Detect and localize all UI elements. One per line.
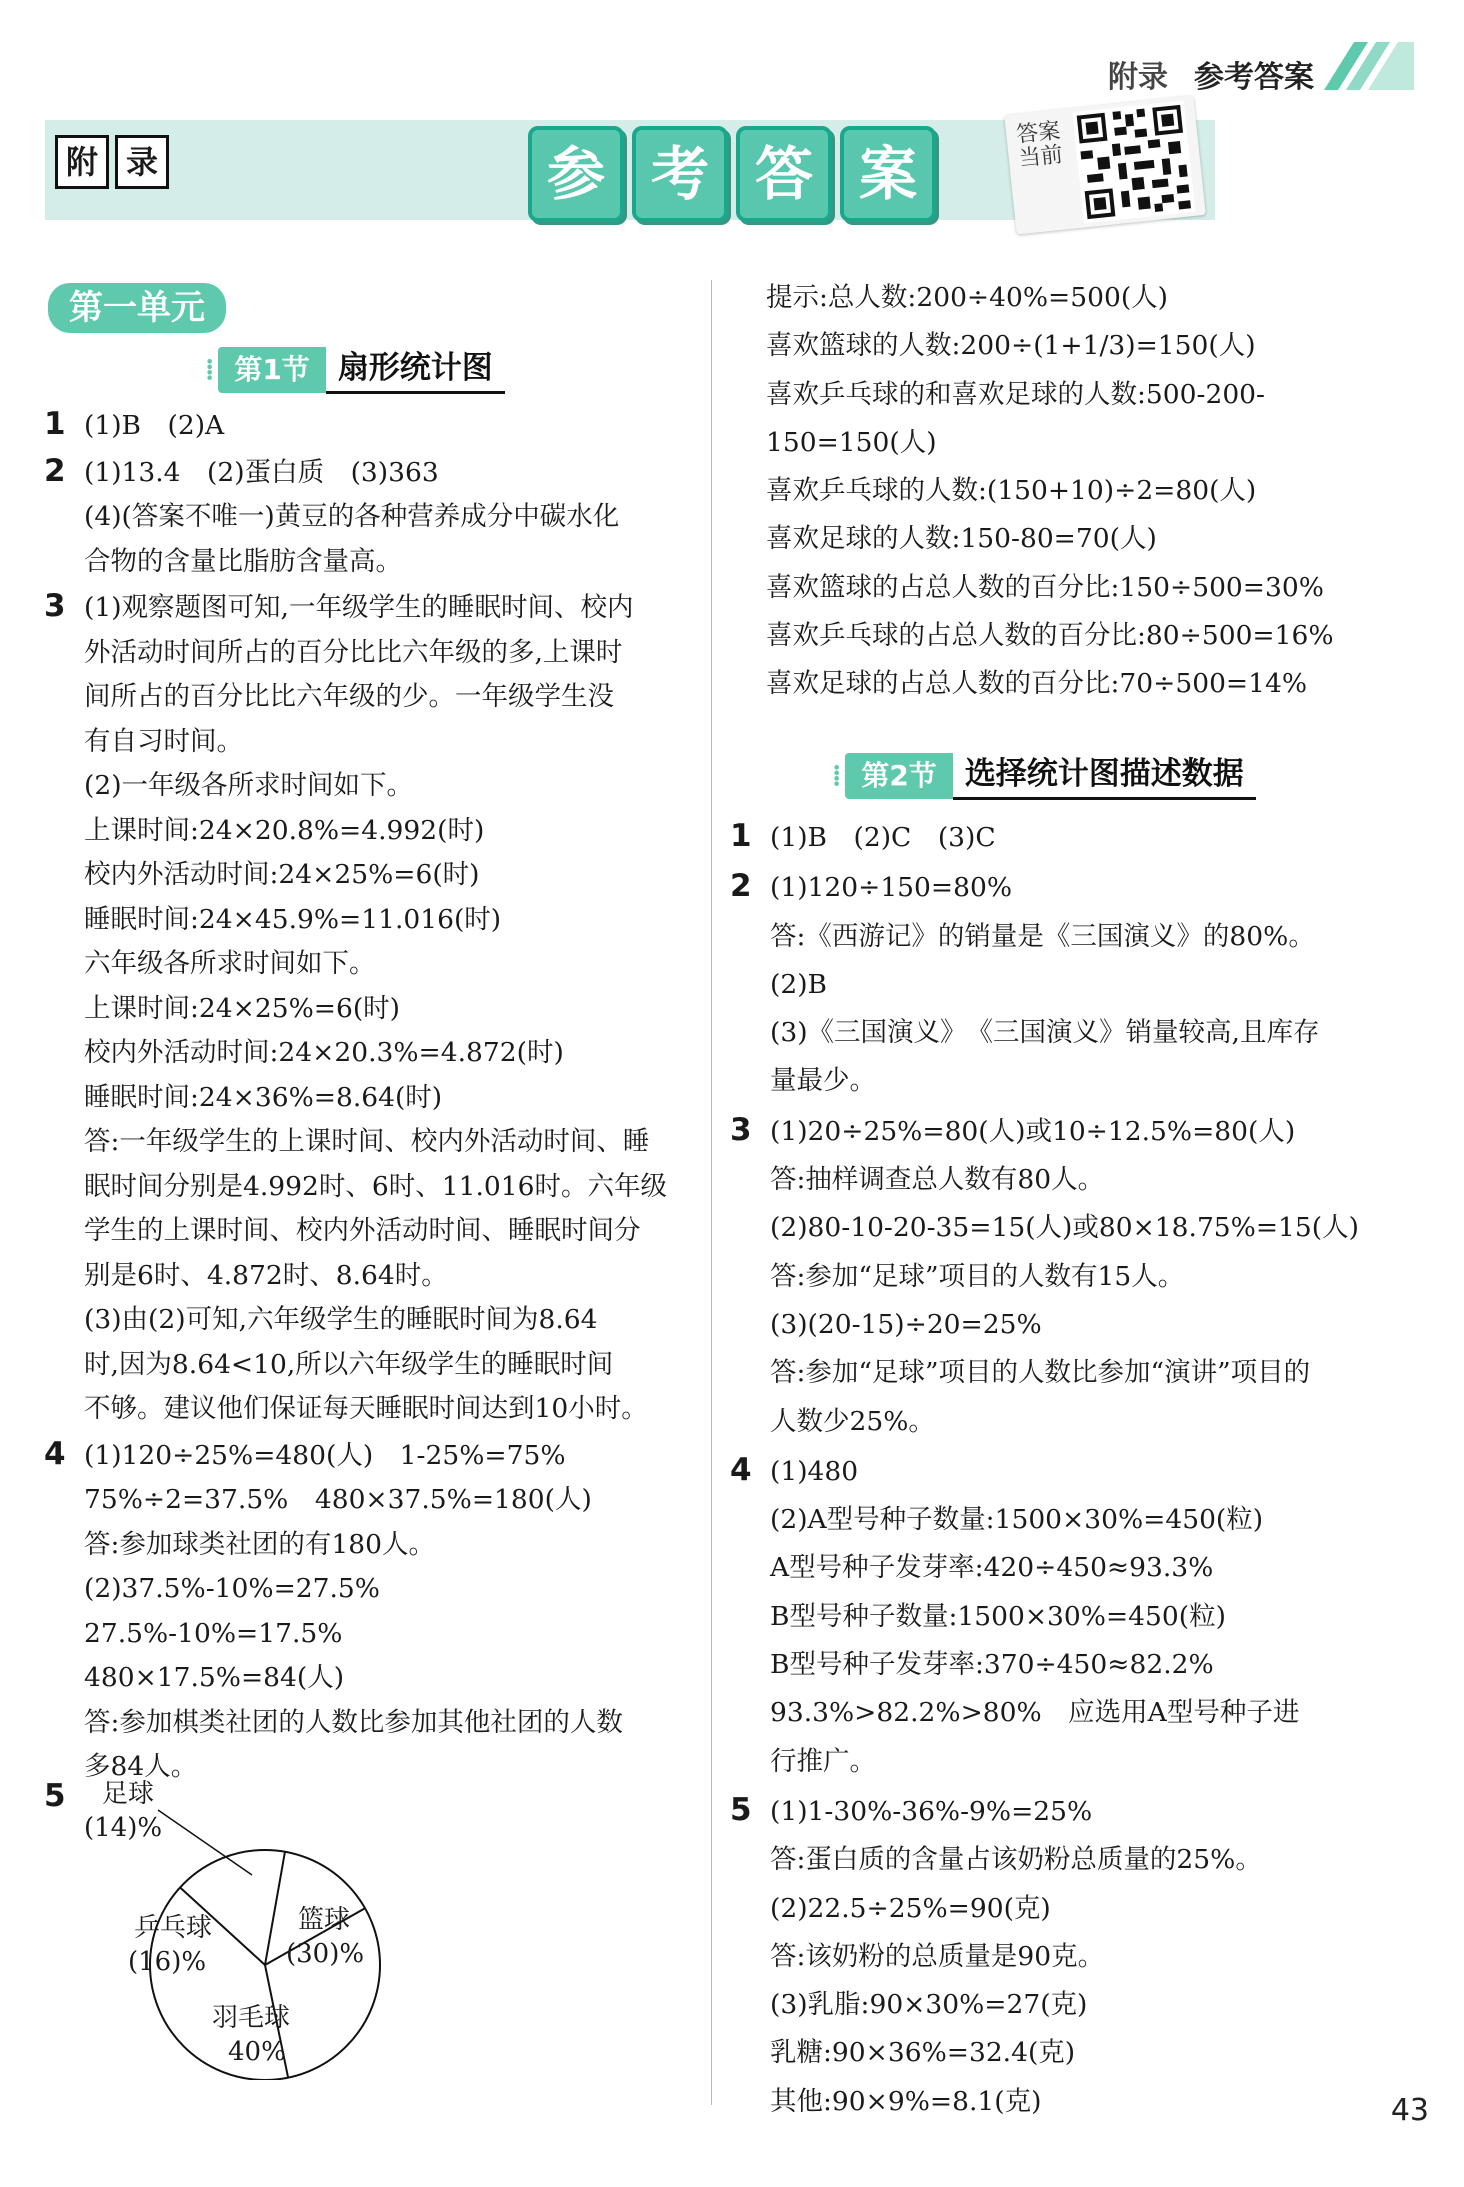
answer-line: A型号种子发芽率:420÷450≈93.3% bbox=[770, 1552, 1214, 1584]
answer-line: 别是6时、4.872时、8.64时。 bbox=[84, 1259, 448, 1291]
answer-line: 3 (1)观察题图可知,一年级学生的睡眠时间、校内 bbox=[44, 588, 634, 624]
answer-line: 睡眠时间:24×45.9%=11.016(时) bbox=[84, 903, 502, 935]
answer-line: (2)B bbox=[770, 968, 828, 1000]
title-char: 案 bbox=[840, 126, 936, 222]
qr-label: 答案当前 bbox=[1015, 118, 1065, 172]
answer-line: (2)80-10-20-35=15(人)或80×18.75%=15(人) bbox=[770, 1212, 1359, 1244]
hint-line: 150=150(人) bbox=[766, 426, 937, 458]
hint-line: 喜欢乒乓球的人数:(150+10)÷2=80(人) bbox=[766, 475, 1257, 507]
answer-line: 答:抽样调查总人数有80人。 bbox=[770, 1164, 1105, 1196]
answer-line: 3 (1)20÷25%=80(人)或10÷12.5%=80(人) bbox=[730, 1111, 1296, 1148]
answer-line: (2)一年级各所求时间如下。 bbox=[84, 770, 414, 801]
title-char: 答 bbox=[736, 126, 832, 222]
answer-line: 2 (1)13.4 (2)蛋白质 (3)363 bbox=[44, 452, 439, 489]
pie-slice-value: 40% bbox=[228, 2037, 286, 2067]
pie-slice-label: 足球 bbox=[102, 1779, 155, 1809]
answer-line: (2)22.5÷25%=90(克) bbox=[770, 1892, 1051, 1924]
section-name: 选择统计图描述数据 bbox=[953, 751, 1256, 800]
answer-line: 上课时间:24×20.8%=4.992(时) bbox=[84, 814, 485, 846]
answer-line: 间所占的百分比比六年级的少。一年级学生没 bbox=[84, 681, 614, 712]
answer-line: 合物的含量比脂肪含量高。 bbox=[84, 545, 402, 577]
answer-line: (2)37.5%-10%=27.5% bbox=[84, 1573, 380, 1604]
answer-line: 时,因为8.64<10,所以六年级学生的睡眠时间 bbox=[84, 1348, 614, 1380]
answer-line: 答:《西游记》的销量是《三国演义》的80%。 bbox=[770, 920, 1315, 952]
hint-line: 喜欢足球的占总人数的百分比:70÷500=14% bbox=[766, 668, 1308, 700]
answer-line: 答:一年级学生的上课时间、校内外活动时间、睡 bbox=[84, 1126, 650, 1157]
answer-line: 睡眠时间:24×36%=8.64(时) bbox=[84, 1081, 443, 1113]
answer-line: 93.3%>82.2%>80% 应选用A型号种子进 bbox=[770, 1697, 1300, 1729]
pie-slice-足球 bbox=[265, 1852, 285, 1965]
answer-line: 480×17.5%=84(人) bbox=[84, 1662, 345, 1693]
answer-line: 4 (1)480 bbox=[730, 1451, 859, 1488]
hint-line: 喜欢篮球的占总人数的百分比:150÷500=30% bbox=[766, 571, 1324, 603]
answer-line: 外活动时间所占的百分比比六年级的多,上课时 bbox=[84, 636, 623, 668]
hint-line: 提示:总人数:200÷40%=500(人) bbox=[766, 282, 1169, 313]
title-char: 参 bbox=[528, 126, 624, 222]
answer-line: 75%÷2=37.5% 480×37.5%=180(人) bbox=[84, 1484, 592, 1515]
answer-line: 六年级各所求时间如下。 bbox=[84, 948, 376, 979]
section-tag: 第2节 bbox=[845, 753, 952, 799]
pie-slice-value: (14)% bbox=[84, 1813, 163, 1843]
column-divider bbox=[711, 280, 712, 2105]
left-column bbox=[44, 402, 694, 1790]
answer-line: 学生的上课时间、校内外活动时间、睡眠时间分 bbox=[84, 1215, 641, 1246]
answer-line: (4)(答案不唯一)黄豆的各种营养成分中碳水化 bbox=[84, 501, 620, 532]
answer-line: B型号种子数量:1500×30%=450(粒) bbox=[770, 1600, 1226, 1632]
pie-slice-value: (30)% bbox=[286, 1939, 365, 1969]
qr-code-icon[interactable] bbox=[1072, 100, 1195, 223]
answer-line: 1 (1)B (2)A bbox=[44, 406, 225, 442]
answer-line: 校内外活动时间:24×20.3%=4.872(时) bbox=[84, 1037, 564, 1068]
answer-line: 答:参加棋类社团的人数比参加其他社团的人数 bbox=[84, 1706, 623, 1738]
answer-line: 27.5%-10%=17.5% bbox=[84, 1617, 343, 1649]
answer-line: 2 (1)120÷150=80% bbox=[730, 868, 1013, 905]
answer-line: (3)由(2)可知,六年级学生的睡眠时间为8.64 bbox=[84, 1304, 598, 1335]
right-column bbox=[730, 812, 1390, 2126]
answer-line: (3)(20-15)÷20=25% bbox=[770, 1308, 1042, 1340]
answer-line: 1 (1)B (2)C (3)C bbox=[730, 818, 996, 854]
answer-line: 其他:90×9%=8.1(克) bbox=[770, 2085, 1042, 2117]
answer-line: 不够。建议他们保证每天睡眠时间达到10小时。 bbox=[84, 1393, 648, 1424]
answer-line: 5 (1)1-30%-36%-9%=25% bbox=[730, 1791, 1093, 1828]
section-name: 扇形统计图 bbox=[326, 345, 505, 394]
answer-line: 上课时间:24×25%=6(时) bbox=[84, 992, 400, 1024]
pie-leader-line bbox=[158, 1810, 252, 1875]
pie-slice-label: 乒乓球 bbox=[134, 1913, 213, 1943]
unit-title: 第一单元 bbox=[48, 283, 226, 333]
right-column-hint bbox=[766, 274, 1386, 709]
appendix-char: 录 bbox=[115, 135, 169, 189]
hint-line: 喜欢乒乓球的占总人数的百分比:80÷500=16% bbox=[766, 620, 1334, 652]
appendix-label bbox=[55, 135, 169, 189]
page-title bbox=[528, 126, 936, 222]
answer-line: 答:参加“足球”项目的人数有15人。 bbox=[770, 1260, 1185, 1292]
running-header bbox=[1108, 52, 1314, 96]
header-appendix: 附录 bbox=[1108, 60, 1168, 95]
pie-slice-label: 羽毛球 bbox=[212, 2003, 291, 2033]
hint-line: 喜欢足球的人数:150-80=70(人) bbox=[766, 523, 1157, 555]
hint-line: 喜欢乒乓球的和喜欢足球的人数:500-200- bbox=[766, 378, 1265, 410]
answer-line: (2)A型号种子数量:1500×30%=450(粒) bbox=[770, 1504, 1264, 1536]
pie-slice-value: (16)% bbox=[128, 1947, 207, 1977]
answer-line: 4 (1)120÷25%=480(人) 1-25%=75% bbox=[44, 1435, 566, 1472]
answer-line: 校内外活动时间:24×25%=6(时) bbox=[84, 859, 480, 890]
answer-line: 答:蛋白质的含量占该奶粉总质量的25%。 bbox=[770, 1844, 1262, 1876]
title-char: 考 bbox=[632, 126, 728, 222]
question-5-number: 5 bbox=[44, 1778, 66, 1814]
answer-line: 多84人。 bbox=[84, 1751, 198, 1782]
header-stripes-icon bbox=[1324, 42, 1414, 90]
answer-line: 答:该奶粉的总质量是90克。 bbox=[770, 1940, 1105, 1972]
section-2-header: ⁞ 第2节 选择统计图描述数据 bbox=[832, 751, 1256, 800]
answer-line: B型号种子发芽率:370÷450≈82.2% bbox=[770, 1649, 1214, 1681]
answer-line: (3)《三国演义》 《三国演义》销量较高,且库存 bbox=[770, 1017, 1320, 1049]
section-1-header: ⁞ 第1节 扇形统计图 bbox=[205, 345, 505, 394]
section-tag: 第1节 bbox=[218, 347, 325, 393]
appendix-char: 附 bbox=[55, 135, 109, 189]
pie-slice-label: 篮球 bbox=[298, 1905, 351, 1935]
answer-line: 答:参加球类社团的有180人。 bbox=[84, 1528, 436, 1560]
qr-sticker[interactable] bbox=[1004, 95, 1206, 234]
answer-line: 答:参加“足球”项目的人数比参加“演讲”项目的 bbox=[770, 1357, 1311, 1389]
page-number: 43 bbox=[1390, 2093, 1429, 2128]
answer-line: 行推广。 bbox=[770, 1745, 876, 1777]
header-answers: 参考答案 bbox=[1194, 60, 1314, 95]
answer-line: 乳糖:90×36%=32.4(克) bbox=[770, 2037, 1076, 2069]
hint-line: 喜欢篮球的人数:200÷(1+1/3)=150(人) bbox=[766, 330, 1256, 362]
answer-line: 有自习时间。 bbox=[84, 725, 243, 757]
answer-line: (3)乳脂:90×30%=27(克) bbox=[770, 1989, 1088, 2021]
answer-line: 人数少25%。 bbox=[770, 1405, 935, 1437]
answer-line: 量最少。 bbox=[770, 1065, 876, 1097]
answer-line: 眠时间分别是4.992时、6时、11.016时。六年级 bbox=[84, 1170, 667, 1202]
